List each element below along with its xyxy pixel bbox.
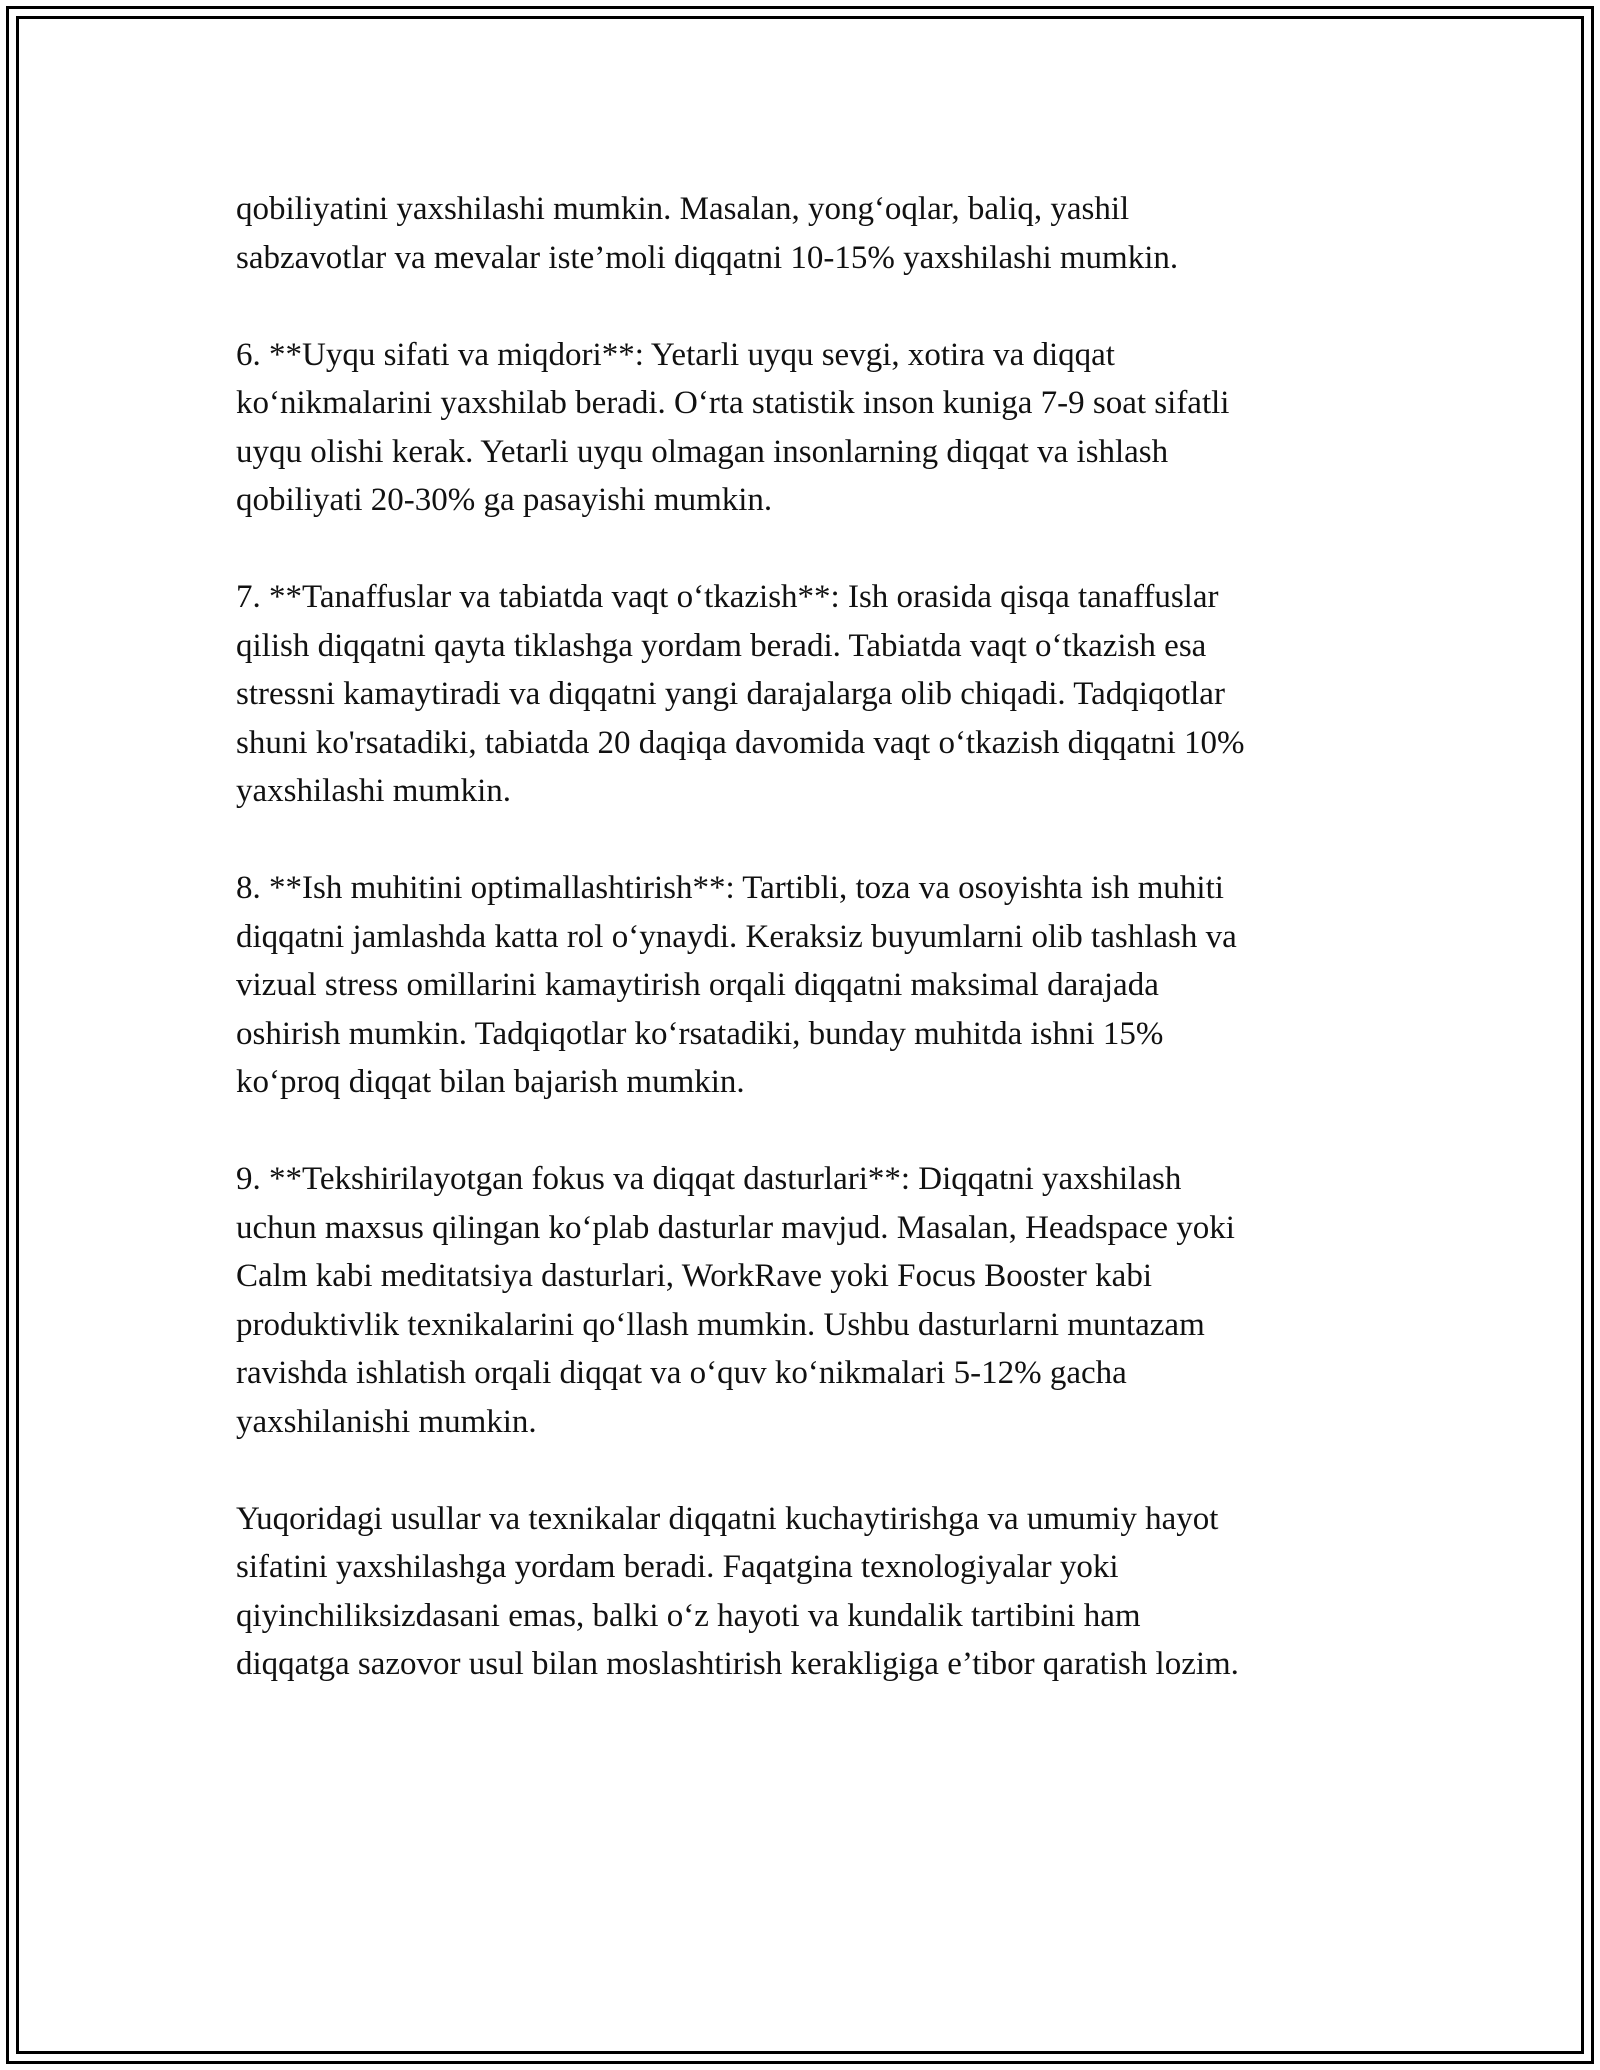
text-line: yaxshilashi mumkin. (236, 773, 511, 809)
text-line: 7. **Tanaffuslar va tabiatda vaqt o‘tkazish**: Ish orasida qisqa tanaffuslar (236, 579, 1219, 615)
text-line: sabzavotlar va mevalar iste’moli diqqatni 10-15% yaxshilashi mumkin. (236, 239, 1179, 276)
paragraph-conclusion (236, 1495, 1376, 1689)
text-line: qiyinchiliksizdasani emas, balki o‘z hayoti va kundalik tartibini ham (236, 1597, 1141, 1634)
text-line: sifatini yaxshilashga yordam beradi. Faqatgina texnologiyalar yoki (236, 1549, 1119, 1585)
paragraph-focus-programs (236, 1155, 1376, 1446)
text-line: vizual stress omillarini kamaytirish orqali diqqatni maksimal darajada (236, 967, 1159, 1003)
text-line: 6. **Uyqu sifati va miqdori**: Yetarli uyqu sevgi, xotira va diqqat (236, 336, 1115, 373)
text-line: qobiliyatini yaxshilashi mumkin. Masalan, yong‘oqlar, baliq, yashil (236, 191, 1130, 227)
text-line: shuni ko'rsatadiki, tabiatda 20 daqiqa davomida vaqt o‘tkazish diqqatni 10% (236, 724, 1245, 761)
document-body (236, 185, 1376, 1737)
text-line: ravishda ishlatish orqali diqqat va o‘quv ko‘nikmalari 5-12% gacha (236, 1355, 1127, 1391)
text-line: yaxshilanishi mumkin. (236, 1403, 537, 1440)
paragraph-workspace (236, 864, 1376, 1107)
text-line: uyqu olishi kerak. Yetarli uyqu olmagan insonlarning diqqat va ishlash (236, 433, 1169, 470)
text-line: 8. **Ish muhitini optimallashtirish**: Tartibli, toza va osoyishta ish muhiti (236, 870, 1224, 906)
paragraph-nutrition-continued (236, 185, 1376, 282)
text-line: diqqatni jamlashda katta rol o‘ynaydi. Keraksiz buyumlarni olib tashlash va (236, 918, 1237, 955)
text-line: qilish diqqatni qayta tiklashga yordam beradi. Tabiatda vaqt o‘tkazish esa (236, 627, 1207, 664)
text-line: stressni kamaytiradi va diqqatni yangi darajalarga olib chiqadi. Tadqiqotlar (236, 676, 1225, 712)
text-line: 9. **Tekshirilayotgan fokus va diqqat dasturlari**: Diqqatni yaxshilash (236, 1161, 1182, 1197)
text-line: ko‘nikmalarini yaxshilab beradi. O‘rta statistik inson kuniga 7-9 soat sifatli (236, 385, 1230, 421)
text-line: Yuqoridagi usullar va texnikalar diqqatni kuchaytirishga va umumiy hayot (236, 1500, 1219, 1537)
text-line: uchun maxsus qilingan ko‘plab dasturlar mavjud. Masalan, Headspace yoki (236, 1209, 1235, 1246)
text-line: Calm kabi meditatsiya dasturlari, WorkRave yoki Focus Booster kabi (236, 1258, 1152, 1294)
text-line: produktivlik texnikalarini qo‘llash mumkin. Ushbu dasturlarni muntazam (236, 1306, 1205, 1343)
paragraph-sleep (236, 331, 1376, 525)
text-line: diqqatga sazovor usul bilan moslashtirish kerakligiga e’tibor qaratish lozim. (236, 1646, 1239, 1682)
text-line: oshirish mumkin. Tadqiqotlar ko‘rsatadiki, bunday muhitda ishni 15% (236, 1015, 1164, 1052)
paragraph-breaks-nature (236, 573, 1376, 816)
text-line: qobiliyati 20-30% ga pasayishi mumkin. (236, 482, 773, 518)
text-line: ko‘proq diqqat bilan bajarish mumkin. (236, 1064, 745, 1100)
